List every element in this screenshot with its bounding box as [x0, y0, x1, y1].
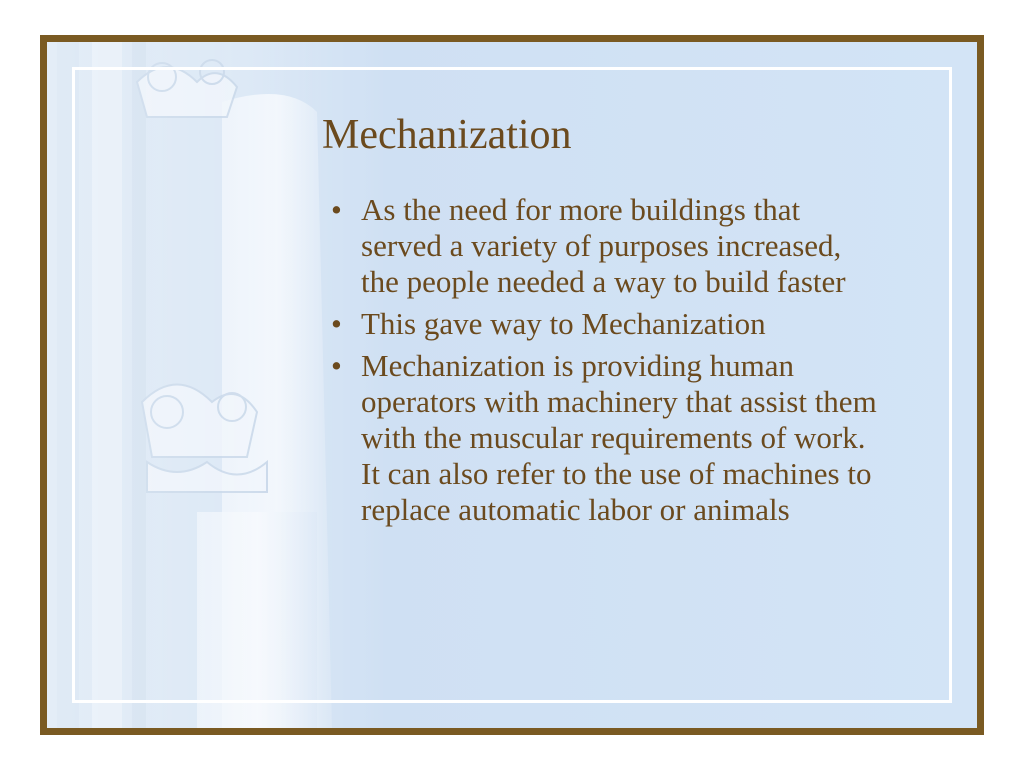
bullet-item — [317, 306, 881, 342]
slide-title: Mechanization — [322, 112, 572, 158]
bullet-dot-icon: • — [331, 306, 342, 342]
bullet-item — [317, 192, 881, 300]
bullet-dot-icon: • — [331, 192, 342, 228]
bullet-text: Mechanization is providing human operators with machinery that assist them with the muscular requirements of work. It can also refer to the use of machines to replace automatic labor or animals — [361, 348, 877, 528]
bullet-list — [317, 192, 937, 528]
slide-frame — [40, 35, 984, 735]
slide-content — [317, 112, 937, 534]
bullet-text: As the need for more buildings that served a variety of purposes increased, the people needed a way to build faster — [361, 192, 846, 300]
bullet-dot-icon: • — [331, 348, 342, 384]
bullet-text: This gave way to Mechanization — [361, 306, 766, 342]
bullet-item — [317, 348, 881, 528]
